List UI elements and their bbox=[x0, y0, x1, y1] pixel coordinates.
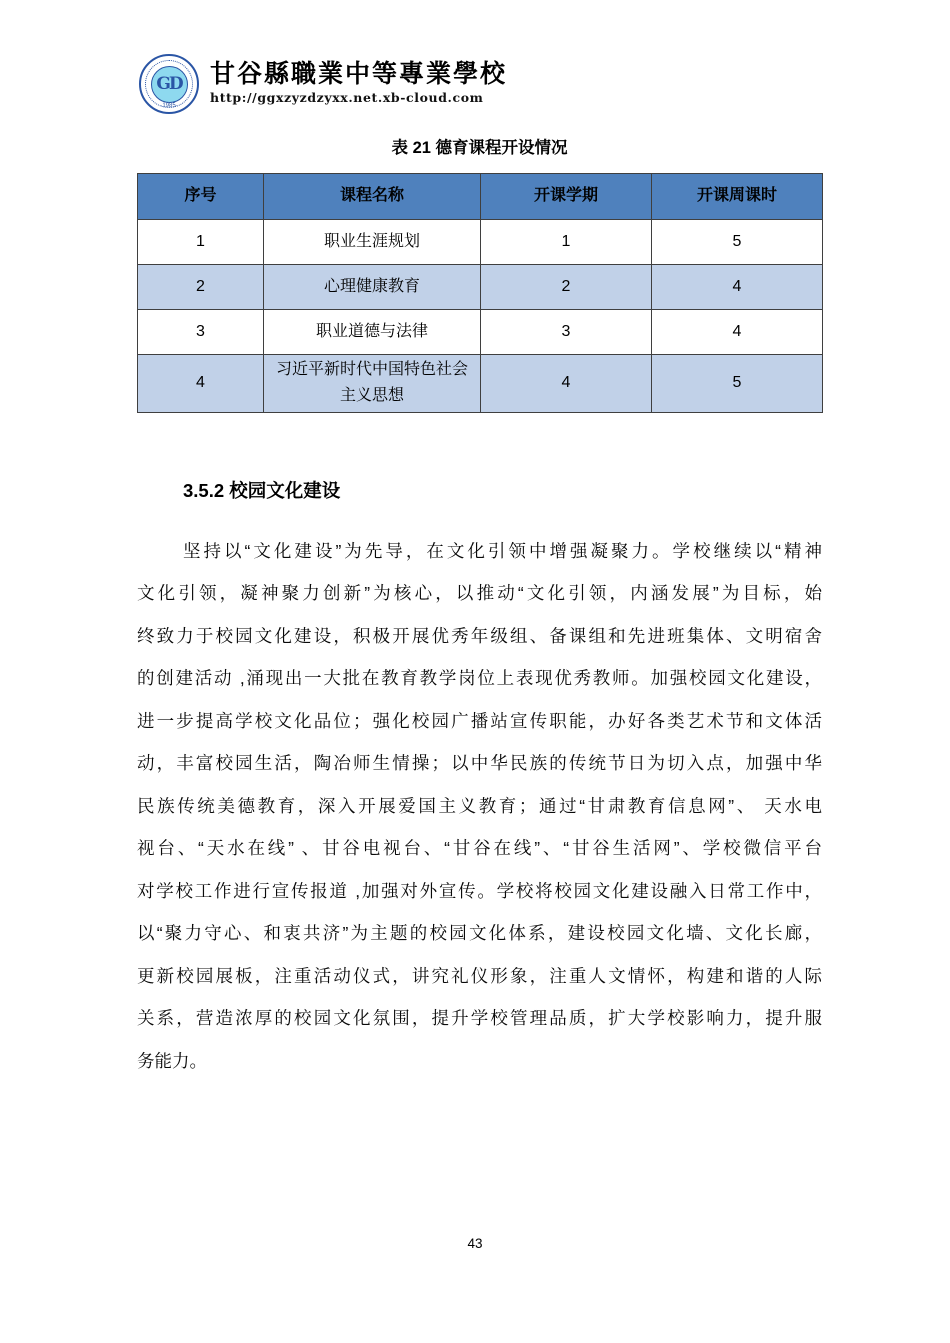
paragraph-line: 文化引领，凝神聚力创新”为核心，以推动“文化引领，内涵发展”为目标，始 bbox=[137, 583, 822, 604]
paragraph-line: 视台、“天水在线” 、甘谷电视台、“甘谷在线”、“甘谷生活网”、学校微信平台 bbox=[137, 838, 822, 859]
cell-weekly-hours: 5 bbox=[652, 355, 823, 413]
cell-number: 1 bbox=[138, 220, 264, 265]
paragraph-line: 的创建活动 ,涌现出一大批在教育教学岗位上表现优秀教师。加强校园文化建设， bbox=[137, 668, 822, 689]
school-logo-monogram: GD bbox=[156, 74, 182, 94]
paragraph-line: 更新校园展板，注重活动仪式，讲究礼仪形象，注重人文情怀，构建和谐的人际 bbox=[137, 965, 822, 986]
table-row bbox=[138, 265, 823, 310]
course-table bbox=[137, 173, 823, 413]
cell-number: 2 bbox=[138, 265, 264, 310]
paragraph-line: 以“聚力守心、和衷共济”为主题的校园文化体系，建设校园文化墙、文化长廊， bbox=[137, 923, 822, 944]
cell-semester: 2 bbox=[481, 265, 652, 310]
table-row bbox=[138, 355, 823, 413]
column-header-course-name: 课程名称 bbox=[264, 174, 481, 220]
cell-number: 4 bbox=[138, 355, 264, 413]
cell-course-name: 习近平新时代中国特色社会主义思想 bbox=[264, 355, 481, 413]
body-paragraph bbox=[137, 530, 822, 1083]
cell-weekly-hours: 4 bbox=[652, 265, 823, 310]
table-header-row bbox=[138, 174, 823, 220]
school-logo-emblem bbox=[151, 66, 188, 103]
paragraph-line: 对学校工作进行宣传报道 ,加强对外宣传。学校将校园文化建设融入日常工作中， bbox=[137, 880, 822, 901]
paragraph-line: 进一步提高学校文化品位；强化校园广播站宣传职能，办好各类艺术节和文体活 bbox=[137, 710, 822, 731]
school-name: 甘谷縣職業中等專業學校 bbox=[210, 59, 508, 88]
paragraph-line: 坚持以“文化建设”为先导，在文化引领中增强凝聚力。学校继续以“精神 bbox=[183, 540, 822, 561]
column-header-weekly-hours: 开课周课时 bbox=[652, 174, 823, 220]
paragraph-line: 务能力。 bbox=[137, 1050, 207, 1071]
paragraph-line: 关系，营造浓厚的校园文化氛围，提升学校管理品质，扩大学校影响力，提升服 bbox=[137, 1008, 822, 1029]
cell-semester: 3 bbox=[481, 310, 652, 355]
paragraph-line: 终致力于校园文化建设，积极开展优秀年级组、备课组和先进班集体、文明宿舍 bbox=[137, 625, 822, 646]
cell-number: 3 bbox=[138, 310, 264, 355]
table-row bbox=[138, 310, 823, 355]
school-logo-icon bbox=[139, 54, 199, 114]
school-name-block bbox=[210, 54, 507, 105]
section-heading: 3.5.2 校园文化建设 bbox=[183, 479, 341, 501]
school-logo-ring bbox=[145, 60, 193, 108]
page-header bbox=[139, 54, 950, 118]
column-header-semester: 开课学期 bbox=[481, 174, 652, 220]
school-logo-year: ·1985· bbox=[160, 103, 178, 109]
cell-weekly-hours: 5 bbox=[652, 220, 823, 265]
table-row bbox=[138, 220, 823, 265]
cell-semester: 1 bbox=[481, 220, 652, 265]
cell-course-name: 职业道德与法律 bbox=[264, 310, 481, 355]
table-caption: 表 21 德育课程开设情况 bbox=[391, 139, 568, 157]
paragraph-line: 民族传统美德教育，深入开展爱国主义教育；通过“甘肃教育信息网”、 天水电 bbox=[137, 795, 822, 816]
cell-course-name: 心理健康教育 bbox=[264, 265, 481, 310]
cell-semester: 4 bbox=[481, 355, 652, 413]
cell-weekly-hours: 4 bbox=[652, 310, 823, 355]
page-number: 43 bbox=[467, 1236, 483, 1251]
paragraph-line: 动，丰富校园生活，陶冶师生情操；以中华民族的传统节日为切入点，加强中华 bbox=[137, 753, 822, 774]
school-url: http://ggxzyzdzyxx.net.xb-cloud.com bbox=[210, 90, 484, 106]
cell-course-name: 职业生涯规划 bbox=[264, 220, 481, 265]
column-header-number: 序号 bbox=[138, 174, 264, 220]
